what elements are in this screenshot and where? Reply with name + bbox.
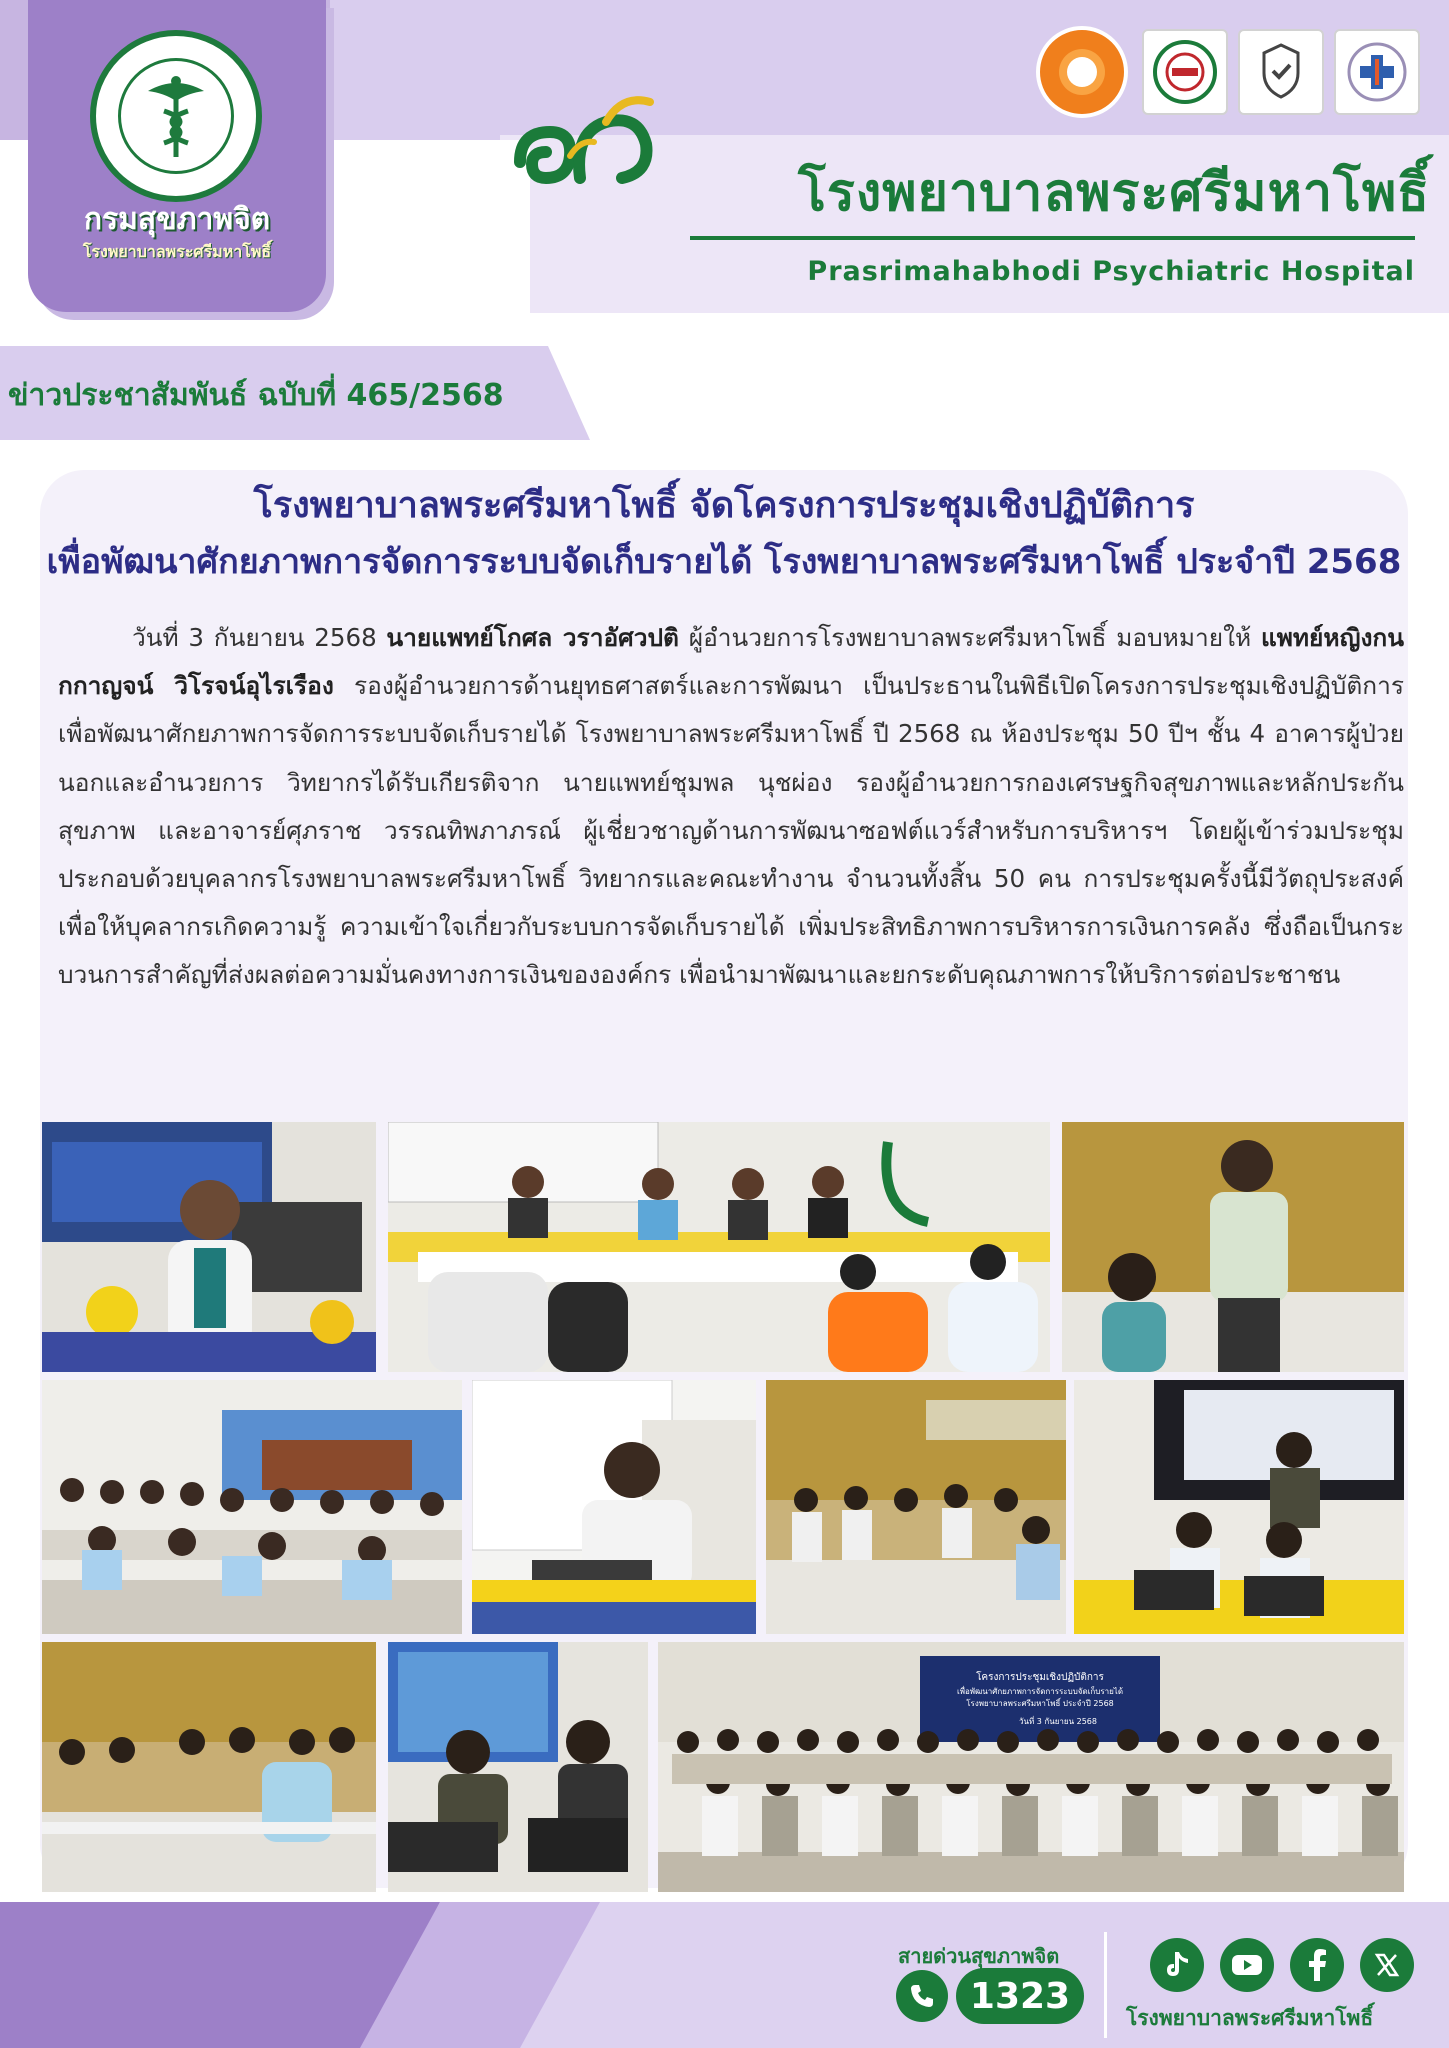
- social-links: [1150, 1938, 1414, 1992]
- healthcare-accreditation-icon: [1334, 29, 1420, 115]
- title-rule: [690, 236, 1415, 240]
- photo-team-laptops: [1074, 1380, 1404, 1634]
- urs-iso-certificate-icon: [1142, 29, 1228, 115]
- group-screen-date: วันที่ 3 กันยายน 2568: [1019, 1717, 1097, 1726]
- headline-line-2: เพื่อพัฒนาศักยภาพการจัดการระบบจัดเก็บรายได้ โรงพยาบาลพระศรีมหาโพธิ์ ประจำปี 2568: [46, 542, 1402, 582]
- photo-working-laptops: [388, 1642, 648, 1892]
- certification-row: [1036, 26, 1420, 118]
- photo-group-picture: [658, 1642, 1404, 1892]
- x-icon[interactable]: [1360, 1938, 1414, 1992]
- department-name: กรมสุขภาพจิต: [83, 202, 271, 237]
- photo-head-table: [388, 1122, 1050, 1372]
- ukas-certificate-icon: [1238, 29, 1324, 115]
- headline-line-1: โรงพยาบาลพระศรีมหาโพธิ์ จัดโครงการประชุมเชิงปฏิบัติการ: [253, 485, 1195, 526]
- body-date: วันที่ 3 กันยายน 2568: [132, 623, 387, 652]
- photo-audience-wide: [42, 1380, 462, 1634]
- photo-speaker-with-mic: [472, 1380, 756, 1634]
- photo-presenter-with-mic: [1062, 1122, 1404, 1372]
- footer-hospital-name: โรงพยาบาลพระศรีมหาโพธิ์: [1126, 2006, 1374, 2030]
- hospital-name-thai: โรงพยาบาลพระศรีมหาโพธิ์: [797, 163, 1430, 223]
- issue-number: ข่าวประชาสัมพันธ์ ฉบับที่ 465/2568: [8, 378, 504, 413]
- photo-speaker-at-desk: [42, 1122, 376, 1372]
- group-screen-line-2: เพื่อพัฒนาศักยภาพการจัดการระบบจัดเก็บรายได้: [956, 1687, 1124, 1696]
- group-screen-title: โครงการประชุมเชิงปฏิบัติการ: [976, 1672, 1104, 1683]
- caduceus-icon: [136, 71, 216, 161]
- body-director-name: นายแพทย์โกศล วราอัศวปติ: [386, 623, 679, 652]
- department-subtitle: โรงพยาบาลพระศรีมหาโพธิ์: [82, 242, 272, 261]
- photo-participants-tables: [766, 1380, 1066, 1634]
- hotline-label: สายด่วนสุขภาพจิต: [898, 1944, 1060, 1968]
- group-screen-line-3: โรงพยาบาลพระศรีมหาโพธิ์ ประจำปี 2568: [966, 1699, 1114, 1708]
- body-segment-1: ผู้อำนวยการโรงพยาบาลพระศรีมหาโพธิ์ มอบหมายให้: [678, 623, 1261, 652]
- anniversary-sun-icon: [1036, 26, 1128, 118]
- facebook-icon[interactable]: [1290, 1938, 1344, 1992]
- article-body: [58, 614, 1404, 1000]
- article-headline: [40, 478, 1408, 590]
- seal-inner: [118, 58, 234, 174]
- ministry-seal-icon: [90, 30, 262, 202]
- body-deputy-name: แพทย์หญิงกนกกาญจน์ วิโรจน์อุไรเรือง: [58, 623, 1404, 701]
- footer-divider: [1104, 1932, 1107, 2038]
- phone-icon: [896, 1970, 948, 2022]
- tiktok-icon[interactable]: [1150, 1938, 1204, 1992]
- youtube-icon[interactable]: [1220, 1938, 1274, 1992]
- hospital-name-english: Prasrimahabhodi Psychiatric Hospital: [807, 256, 1415, 287]
- hospital-anniversary-emblem-icon: [510, 92, 660, 202]
- photo-attendees-seated: [42, 1642, 376, 1892]
- hotline-number[interactable]: 1323: [956, 1968, 1084, 2024]
- body-segment-2: รองผู้อำนวยการด้านยุทธศาสตร์และการพัฒนา เป็นประธานในพิธีเปิดโครงการประชุมเชิงปฏิบัติการเพื่อพัฒนาศักยภาพการจัดการระบบจัดเก็บรายได้ โรงพยาบาลพระศรีมหาโพธิ์ ปี 2568 ณ ห้องประชุม 50 ปีฯ ชั้น 4 อาคารผู้ป่วยนอกและอำนวยการ วิทยากรได้รับเกียรติจาก นายแพทย์ชุมพล นุชผ่อง รองผู้อำนวยการกองเศรษฐกิจสุขภาพและหลักประกันสุขภาพ และอาจารย์ศุภราช วรรณทิพภาภรณ์ ผู้เชี่ยวชาญด้านการพัฒนาซอฟต์แวร์สำหรับการบริหารฯ โดยผู้เข้าร่วมประชุมประกอบด้วยบุคลากรโรงพยาบาลพระศรีมหาโพธิ์ วิทยากรและคณะทำงาน จำนวนทั้งสิ้น 50 คน การประชุมครั้งนี้มีวัตถุประสงค์เพื่อให้บุคลากรเกิดความรู้ ความเข้าใจเกี่ยวกับระบบการจัดเก็บรายได้ เพิ่มประสิทธิภาพการบริหารการเงินการคลัง ซึ่งถือเป็นกระบวนการสำคัญที่ส่งผลต่อความมั่นคงทางการเงินขององค์กร เพื่อนำมาพัฒนาและยกระดับคุณภาพการให้บริการต่อประชาชน: [58, 671, 1404, 990]
